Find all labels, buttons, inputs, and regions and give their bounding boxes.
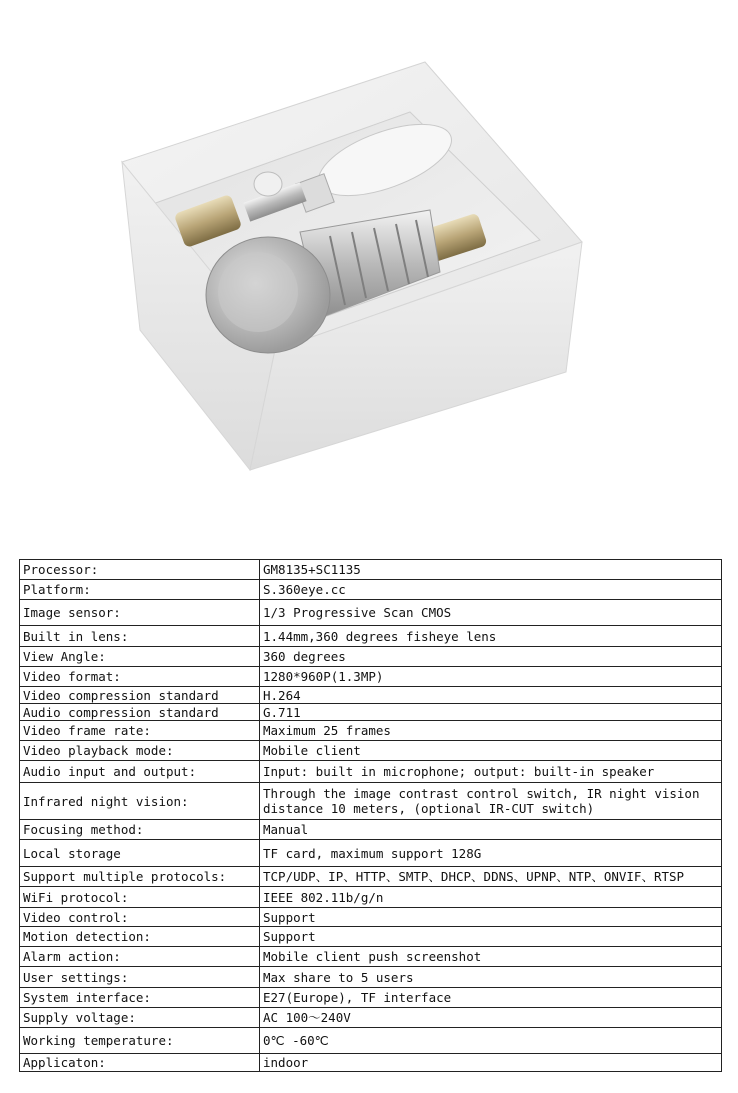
spec-row — [20, 1028, 722, 1054]
spec-value: Mobile client — [260, 741, 722, 761]
spec-value: TCP/UDP、IP、HTTP、SMTP、DHCP、DDNS、UPNP、NTP、ONVIF、RTSP — [260, 867, 722, 887]
spec-label: Video playback mode: — [20, 741, 260, 761]
spec-label: Supply voltage: — [20, 1008, 260, 1028]
spec-label: Focusing method: — [20, 820, 260, 840]
spec-row — [20, 1008, 722, 1028]
spec-value: TF card, maximum support 128G — [260, 840, 722, 867]
spec-value: GM8135+SC1135 — [260, 560, 722, 580]
spec-label: Platform: — [20, 580, 260, 600]
spec-row — [20, 647, 722, 667]
spec-value: Maximum 25 frames — [260, 721, 722, 741]
spec-row — [20, 967, 722, 988]
spec-row — [20, 908, 722, 927]
spec-value: G.711 — [260, 704, 722, 721]
spec-value: 1280*960P(1.3MP) — [260, 667, 722, 687]
spec-label: User settings: — [20, 967, 260, 988]
spec-row — [20, 687, 722, 704]
spec-label: WiFi protocol: — [20, 887, 260, 908]
spec-label: Support multiple protocols: — [20, 867, 260, 887]
spec-value: H.264 — [260, 687, 722, 704]
spec-row — [20, 560, 722, 580]
spec-label: Local storage — [20, 840, 260, 867]
spec-row — [20, 721, 722, 741]
spec-label: Video format: — [20, 667, 260, 687]
spec-label: Video control: — [20, 908, 260, 927]
spec-row — [20, 887, 722, 908]
spec-row — [20, 867, 722, 887]
spec-label: Motion detection: — [20, 927, 260, 947]
spec-label: View Angle: — [20, 647, 260, 667]
spec-value: indoor — [260, 1054, 722, 1072]
spec-value: 1.44mm,360 degrees fisheye lens — [260, 626, 722, 647]
spec-row — [20, 783, 722, 820]
spec-row — [20, 580, 722, 600]
spec-value: E27(Europe), TF interface — [260, 988, 722, 1008]
spec-label: Built in lens: — [20, 626, 260, 647]
spec-label: Video frame rate: — [20, 721, 260, 741]
spec-row — [20, 947, 722, 967]
spec-label: Processor: — [20, 560, 260, 580]
spec-value: AC 100～240V — [260, 1008, 722, 1028]
spec-label: Infrared night vision: — [20, 783, 260, 820]
spec-row — [20, 840, 722, 867]
spec-value: Input: built in microphone; output: built-in speaker — [260, 761, 722, 783]
spec-value: Through the image contrast control switch, IR night vision distance 10 meters, (optional IR-CUT switch) — [260, 783, 722, 820]
spec-row — [20, 741, 722, 761]
spec-value: 1/3 Progressive Scan CMOS — [260, 600, 722, 626]
spec-row — [20, 988, 722, 1008]
spec-row — [20, 761, 722, 783]
spec-value: Mobile client push screenshot — [260, 947, 722, 967]
spec-value: Support — [260, 927, 722, 947]
spec-row — [20, 1054, 722, 1072]
specification-table — [19, 559, 722, 1072]
spec-label: System interface: — [20, 988, 260, 1008]
spec-label: Alarm action: — [20, 947, 260, 967]
spec-label: Working temperature: — [20, 1028, 260, 1054]
spec-row — [20, 820, 722, 840]
spec-value: Manual — [260, 820, 722, 840]
spec-value: IEEE 802.11b/g/n — [260, 887, 722, 908]
spec-row — [20, 704, 722, 721]
spec-label: Audio compression standard — [20, 704, 260, 721]
spec-row — [20, 667, 722, 687]
spec-row — [20, 927, 722, 947]
spec-value: S.360eye.cc — [260, 580, 722, 600]
spec-value: 0℃ -60℃ — [260, 1028, 722, 1054]
spec-label: Video compression standard — [20, 687, 260, 704]
spec-value: Max share to 5 users — [260, 967, 722, 988]
spec-value: 360 degrees — [260, 647, 722, 667]
spec-label: Audio input and output: — [20, 761, 260, 783]
spec-row — [20, 600, 722, 626]
product-photo — [0, 0, 738, 520]
spec-label: Applicaton: — [20, 1054, 260, 1072]
spec-row — [20, 626, 722, 647]
spec-value: Support — [260, 908, 722, 927]
spec-label: Image sensor: — [20, 600, 260, 626]
